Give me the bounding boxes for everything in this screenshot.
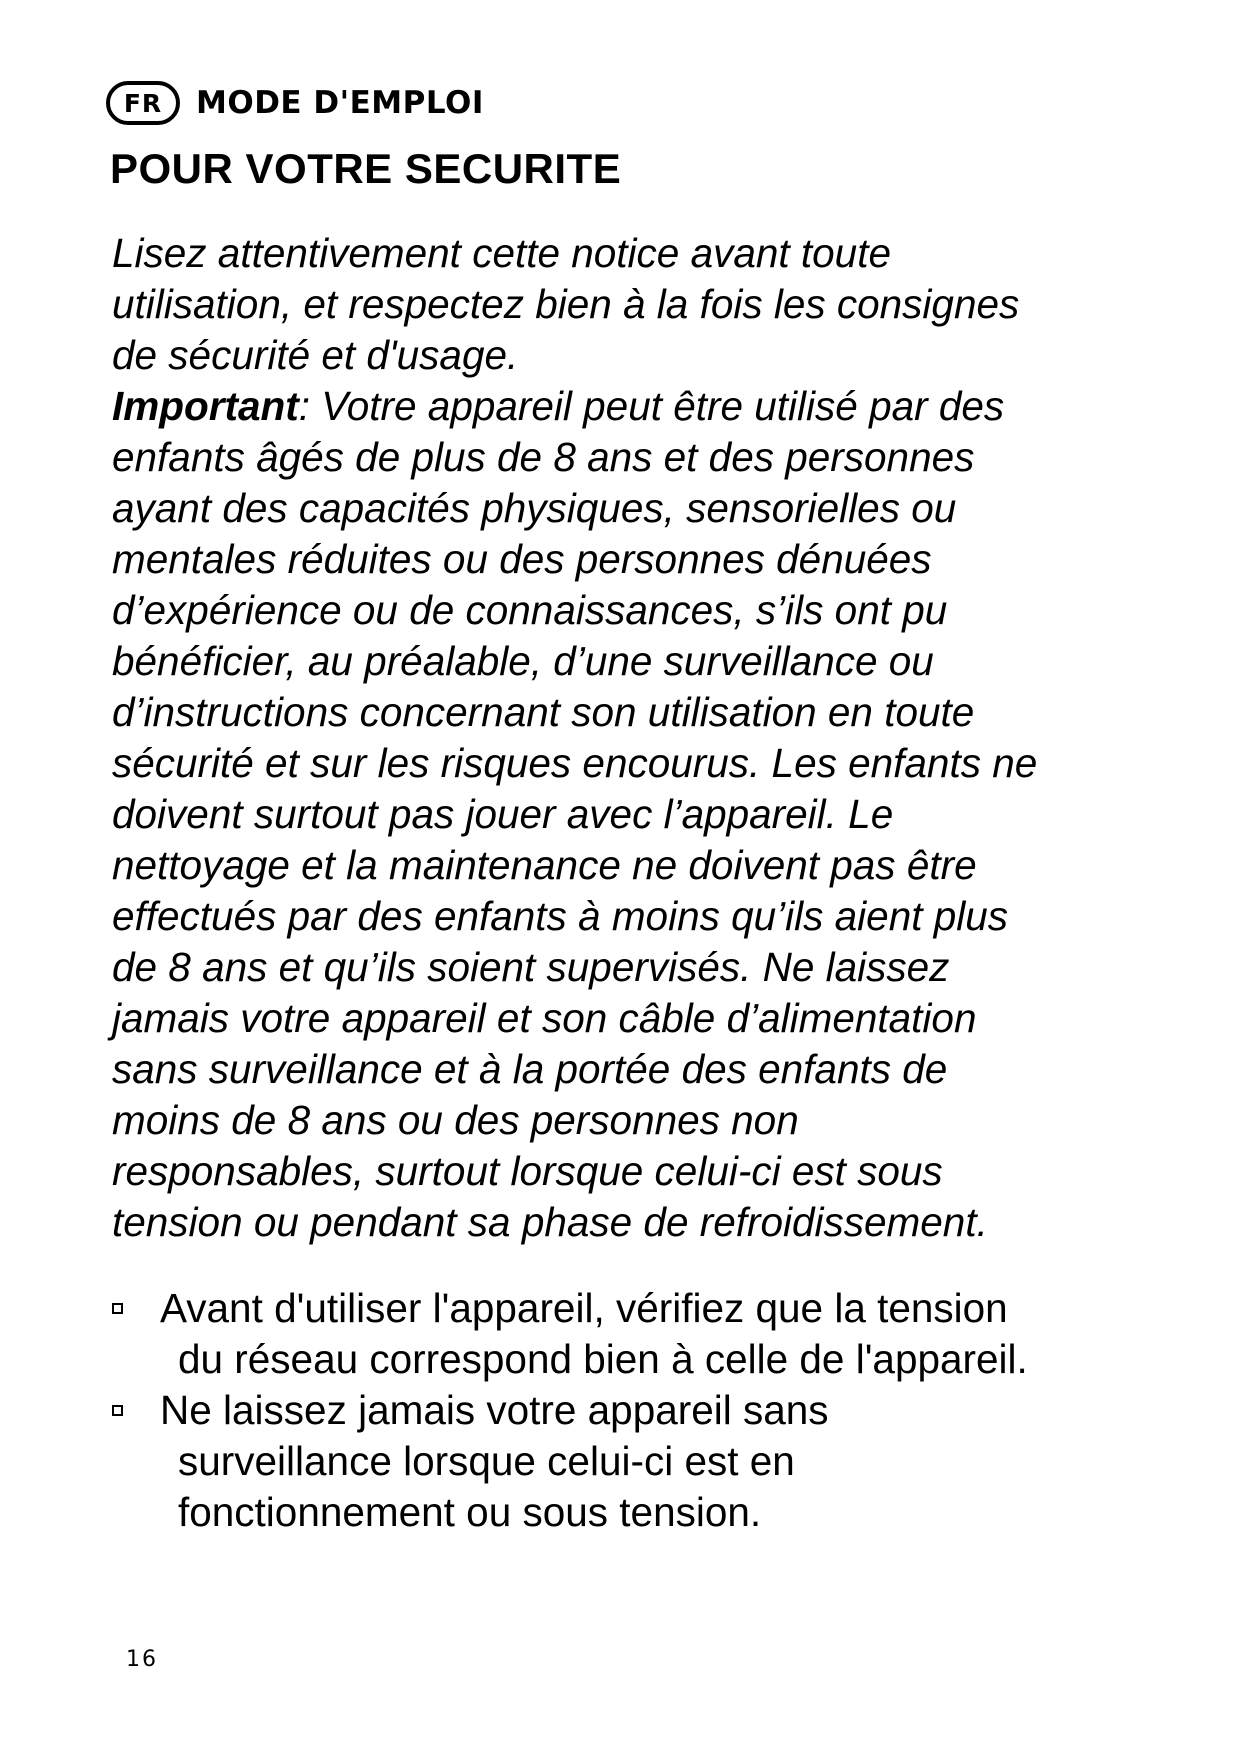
important-line: mentales réduites ou des personnes dénuées <box>112 536 932 582</box>
important-line: moins de 8 ans ou des personnes non <box>112 1097 799 1143</box>
important-line: nettoyage et la maintenance ne doivent pas être <box>112 842 977 888</box>
important-line: tension ou pendant sa phase de refroidissement. <box>112 1199 988 1245</box>
important-line: enfants âgés de plus de 8 ans et des personnes <box>112 434 975 480</box>
intro-line: Lisez attentivement cette notice avant toute <box>112 230 891 276</box>
language-badge: FR <box>106 81 180 125</box>
important-label: Important <box>112 383 299 429</box>
important-line: effectués par des enfants à moins qu’ils aient plus <box>112 893 1009 939</box>
intro-line: de sécurité et d'usage. <box>112 332 519 378</box>
safety-bullet-list <box>108 1283 1188 1538</box>
checkbox-bullet-icon <box>112 1405 123 1416</box>
important-line: ayant des capacités physiques, sensorielles ou <box>112 485 957 531</box>
section-title: POUR VOTRE SECURITE <box>110 145 622 192</box>
safety-intro <box>112 228 1142 1248</box>
page-number: 16 <box>126 1647 158 1672</box>
important-line: d’expérience ou de connaissances, s’ils ont pu <box>112 587 948 633</box>
important-line: sans surveillance et à la portée des enfants de <box>112 1046 948 1092</box>
bullet-item <box>108 1283 1188 1385</box>
important-line: bénéficier, au préalable, d’une surveillance ou <box>112 638 934 684</box>
important-line-rest: : Votre appareil peut être utilisé par des <box>298 383 1005 429</box>
checkbox-bullet-icon <box>112 1303 123 1314</box>
bullet-line: fonctionnement ou sous tension. <box>178 1489 762 1535</box>
intro-line: utilisation, et respectez bien à la fois les consignes <box>112 281 1020 327</box>
bullet-line: Ne laissez jamais votre appareil sans <box>160 1387 829 1433</box>
bullet-line: surveillance lorsque celui-ci est en <box>178 1438 795 1484</box>
important-line: doivent surtout pas jouer avec l’appareil. Le <box>112 791 894 837</box>
bullet-item <box>108 1385 1188 1538</box>
important-line: sécurité et sur les risques encourus. Les enfants ne <box>112 740 1038 786</box>
bullet-line: du réseau correspond bien à celle de l'appareil. <box>178 1336 1028 1382</box>
important-line: de 8 ans et qu’ils soient supervisés. Ne laissez <box>112 944 950 990</box>
important-first-line <box>112 381 1142 432</box>
important-line: jamais votre appareil et son câble d’alimentation <box>112 995 977 1041</box>
header-label: MODE D'EMPLOI <box>196 85 484 121</box>
bullet-line: Avant d'utiliser l'appareil, vérifiez que la tension <box>160 1285 1008 1331</box>
important-line: d’instructions concernant son utilisation en toute <box>112 689 975 735</box>
important-line: responsables, surtout lorsque celui-ci est sous <box>112 1148 943 1194</box>
document-header <box>106 78 484 128</box>
